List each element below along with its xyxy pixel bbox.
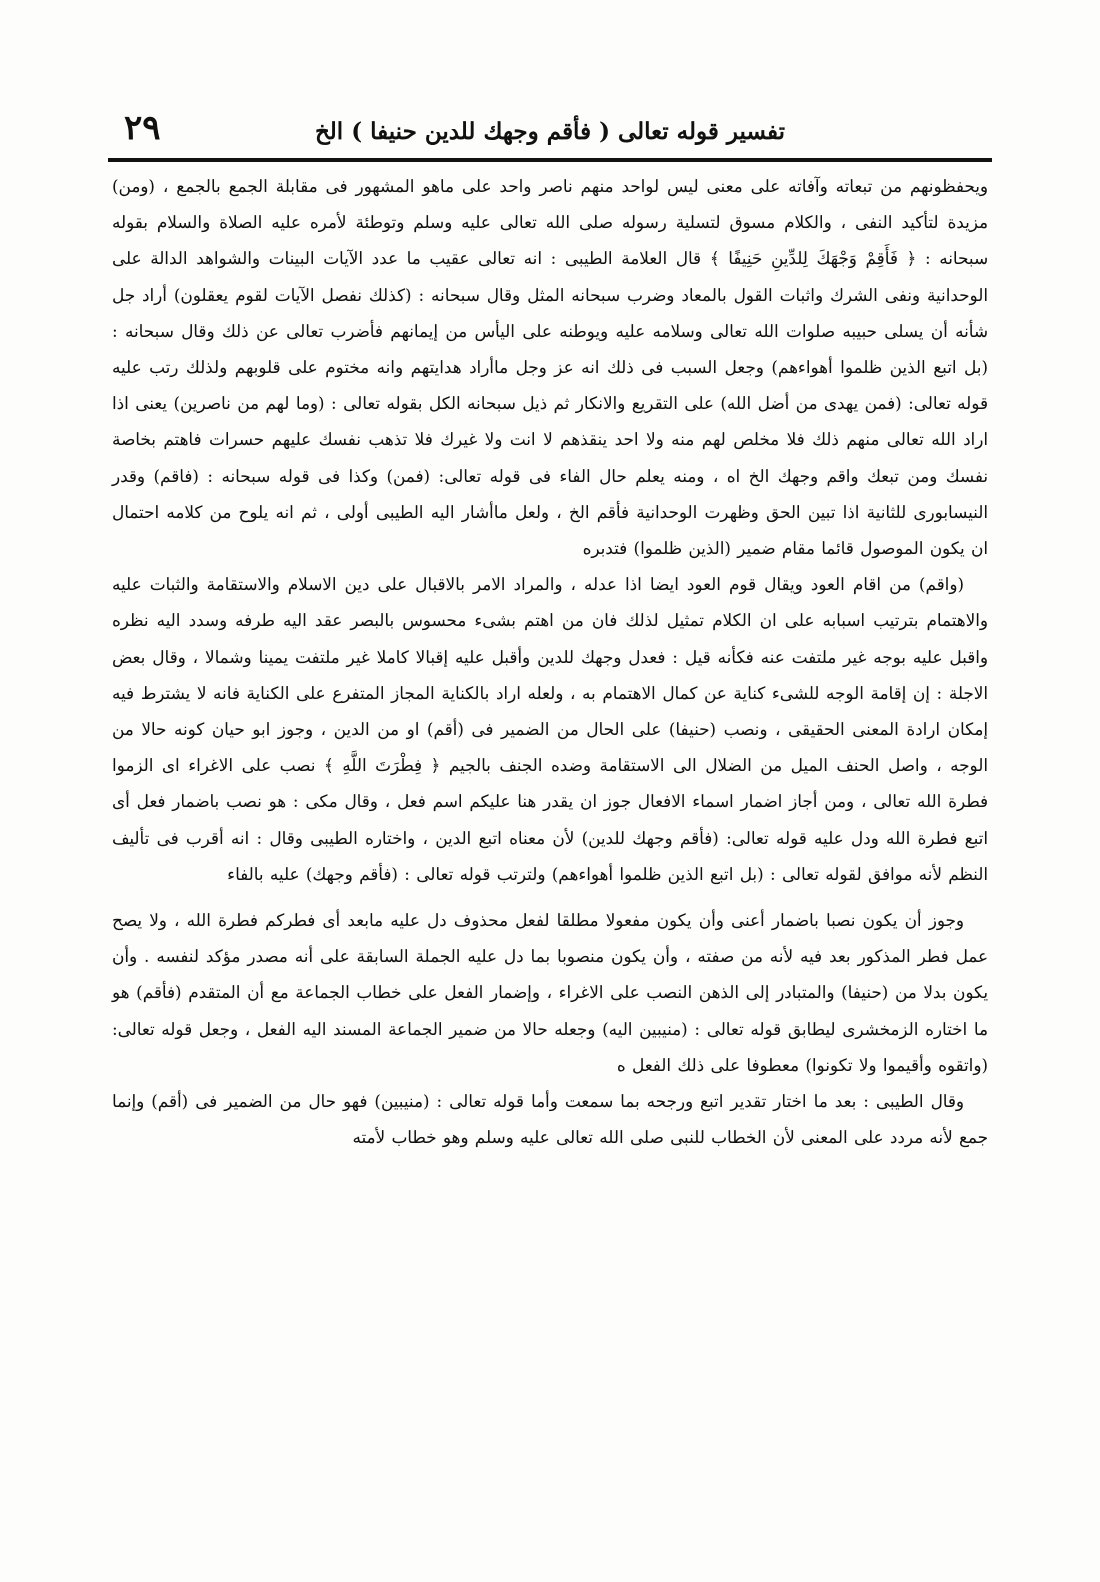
paragraph: ويحفظونهم من تبعاته وآفاته على معنى ليس لواحد منهم ناصر واحد على ماهو المشهور فى مقابلة الجمع بالجمع ، (ومن) مزيدة لتأكيد النفى ، والكلام مسوق لتسلية رسوله صلى الله تعالى عليه وسلم وتوطئة لأمره عليه الصلاة والسلام بقوله سبحانه : ﴿ فَأَقِمْ وَجْهَكَ لِلدِّينِ حَنِيفًا ﴾ قال العلامة الطيبى : انه تعالى عقيب ما عدد الآيات البينات والشواهد الدالة على الوحدانية ونفى الشرك واثبات القول بالمعاد وضرب سبحانه المثل وقال سبحانه : (كذلك نفصل الآيات لقوم يعقلون) أراد جل شأنه أن يسلى حبيبه صلوات الله تعالى وسلامه عليه ويوطنه على اليأس من إيمانهم فأضرب تعالى عن ذلك وقال سبحانه : (بل اتبع الذين ظلموا أهواءهم) وجعل السبب فى ذلك انه عز وجل ماأراد هدايتهم وانه مختوم على قلوبهم ولذلك رتب عليه قوله تعالى: (فمن يهدى من أضل الله) على التقريع والانكار ثم ذيل سبحانه الكل بقوله تعالى : (وما لهم من ناصرين) يعنى اذا اراد الله تعالى منهم ذلك فلا مخلص لهم منه ولا احد ينقذهم لا انت ولا غيرك فلا تذهب نفسك عليهم حسرات فاهتم بخاصة نفسك ومن تبعك واقم وجهك الخ اه ، ومنه يعلم حال الفاء فى قوله تعالى: (فمن) وكذا فى قوله سبحانه : (فاقم) وقدر النيسابورى للثانية اذا تبين الحق وظهرت الوحدانية فأقم الخ ، ولعل ماأشار اليه الطيبى أولى ، ثم انه يلوح من كلامه احتمال ان يكون الموصول قائما مقام ضمير (الذين ظلموا) فتدبره [112,176,988,559]
paragraph: وجوز أن يكون نصبا باضمار أعنى وأن يكون مفعولا مطلقا لفعل محذوف دل عليه مابعد أى فطركم فطرة الله ، ولا يصح عمل فطر المذكور بعد فيه لأنه من صفته ، وأن يكون منصوبا بما دل عليه الجملة السابقة على أنه مصدر مؤكد لنفسه . وأن يكون بدلا من (حنيفا) والمتبادر إلى الذهن النصب على الاغراء ، وإضمار الفعل على خطاب الجماعة مع أن المتقدم (فأقم) هو ما اختاره الزمخشرى ليطابق قوله تعالى : (منيبين اليه) وجعله حالا من ضمير الجماعة المسند اليه الفعل ، وجعل قوله تعالى: (واتقوه وأقيموا ولا تكونوا) معطوفا على ذلك الفعل ه [112,910,988,1075]
header-rule [108,158,992,162]
page-number: ٢٩ [124,108,161,148]
paragraph: (واقم) من اقام العود ويقال قوم العود ايضا اذا عدله ، والمراد الامر بالاقبال على دين الاسلام والاستقامة والثبات عليه والاهتمام بترتيب اسبابه على ان الكلام تمثيل لذلك فان من اهتم بشىء محسوس بالبصر عقد اليه طرفه وسدد اليه نظره واقبل عليه بوجه غير ملتفت عنه فكأنه قيل : فعدل وجهك للدين وأقبل عليه إقبالا كاملا غير ملتفت يمينا وشمالا ، وقال بعض الاجلة : إن إقامة الوجه للشىء كناية عن كمال الاهتمام به ، ولعله اراد بالكناية المجاز المتفرع على الكناية فانه لا يشترط فيه إمكان ارادة المعنى الحقيقى ، ونصب (حنيفا) على الحال من الضمير فى (أقم) او من الدين ، وجوز ابو حيان كونه حالا من الوجه ، واصل الحنف الميل من الضلال الى الاستقامة وضده الجنف بالجيم ﴿ فِطْرَتَ اللَّهِ ﴾ نصب على الاغراء اى الزموا فطرة الله تعالى ، ومن أجاز اضمار اسماء الافعال جوز ان يقدر هنا عليكم اسم فعل ، وقال مكى : هو نصب باضمار فعل أى اتبع فطرة الله ودل عليه قوله تعالى: (فأقم وجهك للدين) لأن معناه اتبع الدين ، واختاره الطيبى وقال : انه أقرب فى تأليف النظم لأنه موافق لقوله تعالى : (بل اتبع الذين ظلموا أهواءهم) ولترتب قوله تعالى : (فأقم وجهك) عليه بالفاء [112,574,988,884]
page-header [112,108,988,154]
running-title: تفسير قوله تعالى ( فأقم وجهك للدين حنيفا ) الخ [314,117,786,145]
paragraph: وقال الطيبى : بعد ما اختار تقدير اتبع ورجحه بما سمعت وأما قوله تعالى : (منيبين) فهو حال من الضمير فى (أقم) وإنما جمع لأنه مردد على المعنى لأن الخطاب للنبى صلى الله تعالى عليه وسلم وهو خطاب لأمته [112,1091,988,1148]
main-text [112,168,988,1155]
